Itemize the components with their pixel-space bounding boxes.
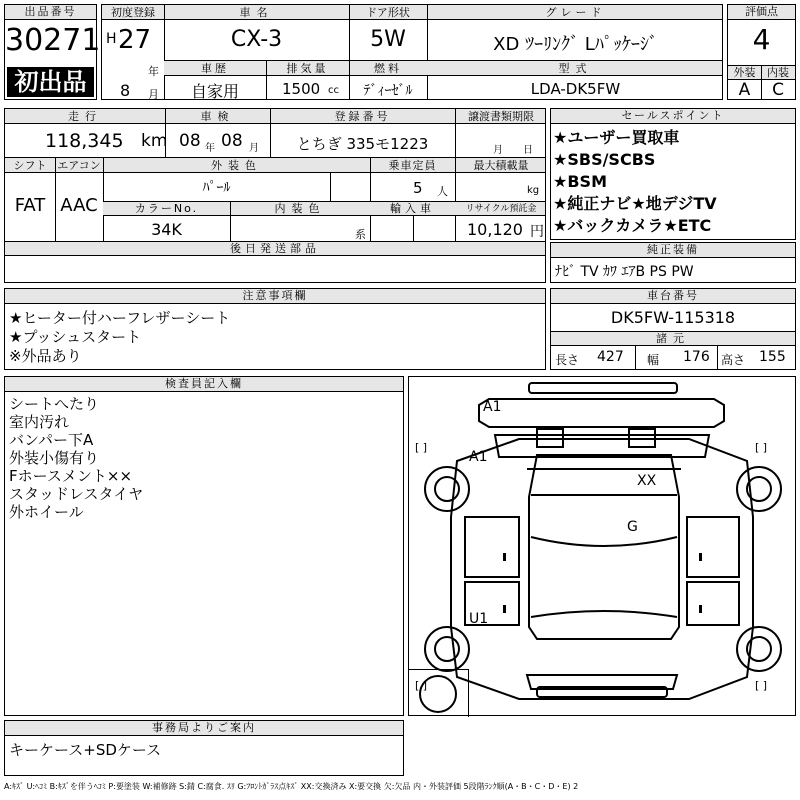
damage-mark: U1 <box>469 611 489 627</box>
equipment-value: ﾅﾋﾞ TV ｶﾜ ｴｱB PS PW <box>555 264 694 280</box>
recycle-amount: 10,120 <box>467 220 523 239</box>
exterior-color: ﾊﾟｰﾙ <box>202 180 231 196</box>
model-label: 車名 <box>239 6 274 19</box>
mileage-label: 走行 <box>68 110 102 123</box>
grade-label: グレード <box>545 6 606 19</box>
chassis-box <box>550 288 796 370</box>
chassis-number: DK5FW-115318 <box>610 308 736 327</box>
inspector-label: 検査員記入欄 <box>5 377 403 392</box>
history: 自家用 <box>190 82 239 101</box>
reg-month-unit: 月 <box>148 88 159 101</box>
dimensions-label: 諸元 <box>656 332 690 345</box>
sales-point: ★バックカメラ★ETC <box>553 216 712 235</box>
plate-label: 登録番号 <box>334 110 391 123</box>
type-label: 型式 <box>558 62 593 75</box>
damage-mark: A1 <box>483 399 502 415</box>
vehicle-type: LDA-DK5FW <box>530 80 621 98</box>
sales-point: ★SBS/SCBS <box>553 150 656 169</box>
office-text: キーケース+SDケース <box>9 741 162 759</box>
displacement-unit: cc <box>328 85 339 96</box>
transfer-day-unit: 日 <box>523 145 533 156</box>
door-type: 5W <box>370 27 406 52</box>
inspector-item: 外ホイール <box>9 503 84 521</box>
width-value: 176 <box>683 349 710 365</box>
color-label: 外装色 <box>211 159 262 172</box>
sales-point: ★ユーザー買取車 <box>553 128 680 147</box>
recycle-unit: 円 <box>530 224 544 240</box>
damage-mark: G <box>627 519 638 535</box>
inspector-item: バンパー下A <box>9 431 94 449</box>
sales-point: ★BSM <box>553 172 607 191</box>
inspector-item: 外装小傷有り <box>9 449 100 467</box>
notes-box <box>4 288 546 370</box>
tire-bracket: [ ] <box>755 441 768 454</box>
main-header-box <box>101 4 723 100</box>
fuel: ﾃﾞｨｰｾﾞﾙ <box>363 83 413 99</box>
specs-box <box>4 108 546 283</box>
score-label: 評価点 <box>728 5 795 20</box>
tire-bracket: [ ] <box>755 679 768 692</box>
notes-label: 注意事項欄 <box>5 289 545 304</box>
later-parts-label: 後日発送部品 <box>230 242 320 255</box>
ac: AAC <box>60 195 98 216</box>
reg-year: 27 <box>118 25 152 55</box>
int-color-label: 内装色 <box>274 202 326 215</box>
inspector-item: 室内汚れ <box>9 413 70 431</box>
lot-number-box <box>4 4 101 100</box>
load-label: 最大積載量 <box>473 159 529 172</box>
history-label: 車歴 <box>201 62 229 75</box>
damage-mark: XX <box>637 473 657 489</box>
recycle-label: リサイクル預託金 <box>465 204 537 214</box>
door-label: ドア形状 <box>366 6 410 19</box>
chassis-label: 車台番号 <box>551 289 795 304</box>
office-label: 事務局よりご案内 <box>5 721 403 736</box>
grade: XD ﾂｰﾘﾝｸﾞ Lﾊﾟｯｹｰｼﾞ <box>493 34 658 55</box>
mileage-unit: km <box>141 131 168 151</box>
height-value: 155 <box>759 349 786 365</box>
first-listing-badge: 初出品 <box>7 67 94 97</box>
equipment-label: 純正装備 <box>551 243 795 258</box>
int-label: 内装 <box>767 66 789 79</box>
inspector-item: シートへたり <box>9 395 100 413</box>
width-label: 幅 <box>647 353 660 367</box>
sales-points-box <box>550 108 796 240</box>
ac-label: エアコン <box>57 159 101 172</box>
inspection-month: 08 <box>221 131 243 151</box>
mileage: 118,345 <box>45 130 124 152</box>
inspector-item: スタッドレスタイヤ <box>9 485 144 503</box>
model-name: CX-3 <box>230 27 283 52</box>
transfer-label: 譲渡書類期限 <box>468 110 534 123</box>
reg-month: 8 <box>120 81 131 100</box>
inspection-label: 車検 <box>200 110 235 123</box>
lot-number: 30271 <box>5 23 101 58</box>
shift: FAT <box>14 195 46 216</box>
lot-number-label: 出品番号 <box>5 5 96 20</box>
import-label: 輸入車 <box>390 202 435 215</box>
capacity-unit: 人 <box>437 185 448 198</box>
inspector-box <box>4 376 404 716</box>
reg-era: H <box>106 31 117 47</box>
plate-number: とちぎ 335モ1223 <box>296 135 429 153</box>
shift-label: シフト <box>13 159 47 172</box>
legend: A:ｷｽﾞ U:ﾍｺﾐ B:ｷｽﾞを伴うﾍｺﾐ P:要塗装 W:補修跡 S:錆 C:腐食. ｽﾘ G:ﾌﾛﾝﾄｶﾞﾗｽ点ｷｽﾞ XX:交換済み X:要交換 欠:欠品 内・外装評価 5段階ﾗﾝｸ順(A・B・C・D・E) 2 <box>4 782 579 791</box>
inspector-item: Fホースメント×× <box>9 467 133 485</box>
sales-points-label: セールスポイント <box>551 109 795 124</box>
inspection-month-unit: 月 <box>249 143 259 154</box>
load-unit: kg <box>527 185 540 196</box>
length-label: 長さ <box>555 353 580 367</box>
color-number: 34K <box>151 220 182 239</box>
displacement-label: 排気量 <box>286 62 329 75</box>
reg-label: 初度登録 <box>111 6 155 19</box>
capacity-label: 乗車定員 <box>388 159 437 172</box>
reg-year-unit: 年 <box>148 65 159 78</box>
note-item: ※外品あり <box>9 347 82 365</box>
length-value: 427 <box>597 349 624 365</box>
note-item: ★ヒーター付ハーフレザーシート <box>9 309 231 327</box>
displacement: 1500 <box>282 80 321 98</box>
score-box <box>727 4 796 100</box>
int-color-unit: 系 <box>355 228 366 241</box>
height-label: 高さ <box>721 353 746 367</box>
int-grade: C <box>772 80 784 100</box>
sales-point: ★純正ナビ★地デジTV <box>553 194 717 213</box>
ext-label: 外装 <box>733 66 756 79</box>
damage-mark: A1 <box>469 449 488 465</box>
transfer-month-unit: 月 <box>493 145 503 156</box>
tire-bracket: [ ] <box>415 441 428 454</box>
score: 4 <box>752 23 771 56</box>
inspection-year-unit: 年 <box>205 143 215 154</box>
fuel-label: 燃料 <box>374 62 402 75</box>
note-item: ★プッシュスタート <box>9 328 142 346</box>
car-diagram <box>408 376 796 716</box>
car-outline-diagram <box>409 377 795 715</box>
color-no-label: カラーNo. <box>134 202 199 215</box>
inspection-year: 08 <box>179 131 201 151</box>
tire-bracket: [ ] <box>415 679 428 692</box>
office-box <box>4 720 404 776</box>
equipment-box <box>550 242 796 283</box>
capacity: 5 <box>413 179 423 197</box>
ext-grade: A <box>738 80 751 100</box>
